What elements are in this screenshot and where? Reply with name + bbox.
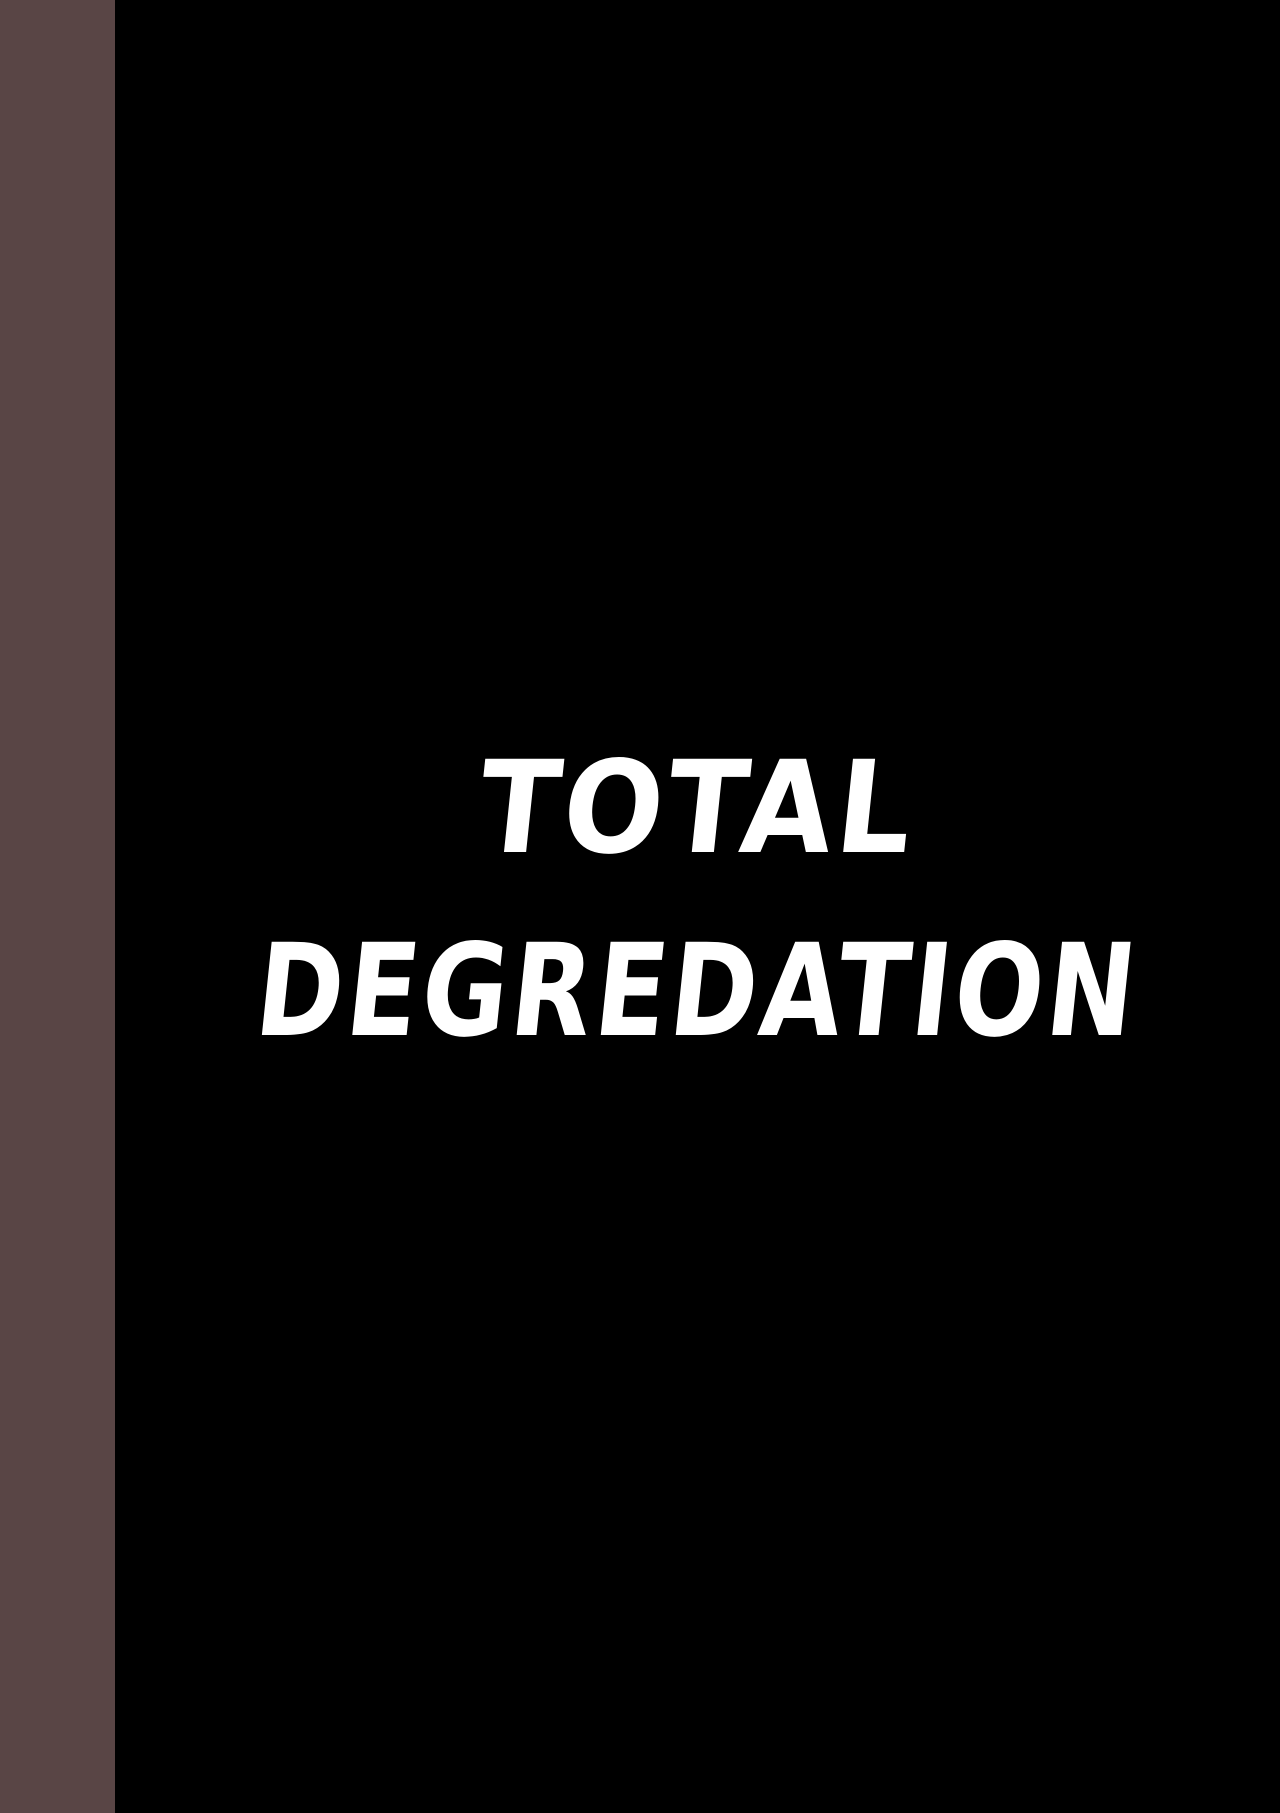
title-line-1: TOTAL — [471, 734, 924, 883]
cover-spine — [0, 0, 115, 1813]
title-line-2: DEGREDATION — [248, 917, 1147, 1066]
title-area — [115, 0, 1280, 1813]
